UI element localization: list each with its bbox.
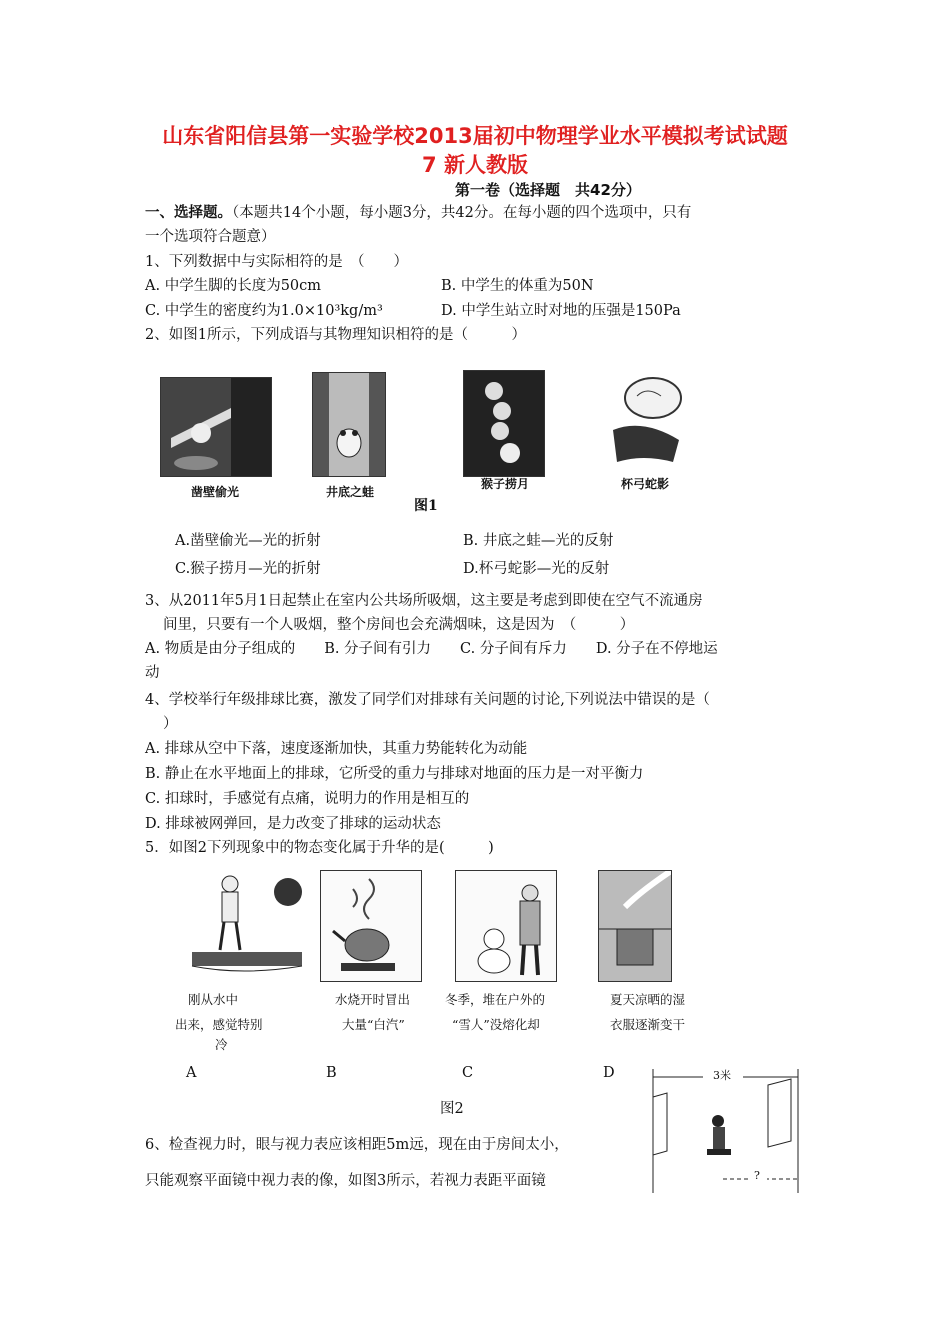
- q1-option-c: C. 中学生的密度约为1.0×10³kg/m³: [145, 303, 383, 319]
- fig1-label: 图1: [414, 498, 438, 514]
- fig2-caption-b-line2: 大量“白汽”: [342, 1017, 405, 1032]
- q3-options: A. 物质是由分子组成的 B. 分子间有引力 C. 分子间有斥力 D. 分子在不停地运: [145, 641, 718, 657]
- q3-options-wrap: 动: [145, 665, 160, 681]
- page-title: 山东省阳信县第一实验学校2013届初中物理学业水平模拟考试试题: [162, 124, 788, 148]
- fig3-top-label: 3米: [713, 1069, 731, 1082]
- fig2-caption-a-line2: 出来，感觉特别: [175, 1017, 263, 1032]
- q1-stem: 1、下列数据中与实际相符的是 （ ）: [145, 254, 408, 270]
- fig2-letter-a: A: [186, 1065, 197, 1081]
- q6-stem-line2: 只能观察平面镜中视力表的像，如图3所示，若视力表距平面镜: [145, 1173, 546, 1189]
- fig3-bottom-label: ?: [754, 1169, 760, 1182]
- fig2-label: 图2: [440, 1101, 464, 1117]
- figure-well-frog-image: [312, 372, 386, 477]
- q2-option-a: A.凿壁偷光—光的折射: [175, 533, 321, 549]
- figure-swimmer-image: [188, 870, 313, 980]
- fig1-caption-a: 凿壁偷光: [190, 485, 239, 499]
- q4-stem-line2: ）: [163, 716, 178, 732]
- fig1-caption-c: 猴子捞月: [480, 477, 529, 491]
- fig2-letter-d: D: [603, 1065, 615, 1081]
- figure-monkey-moon-image: [463, 370, 545, 477]
- q3-stem-line2: 间里，只要有一个人吸烟，整个房间也会充满烟味，这是因为 （ ）: [163, 617, 635, 633]
- fig1-caption-d: 杯弓蛇影: [620, 477, 669, 491]
- fig2-caption-a-line1: 刚从水中: [188, 992, 239, 1007]
- q3-stem-line1: 3、从2011年5月1日起禁止在室内公共场所吸烟，这主要是考虑到即使在空气不流通房: [145, 593, 703, 609]
- fig2-caption-a-line3: 冷: [215, 1037, 228, 1052]
- q1-option-a: A. 中学生脚的长度为50cm: [145, 278, 322, 294]
- figure-eye-test-diagram: [643, 1063, 808, 1193]
- q2-stem: 2、如图1所示，下列成语与其物理知识相符的是（ ）: [145, 327, 526, 343]
- figure-kettle-image: [320, 870, 422, 982]
- figure-cup-bow-image: [605, 372, 687, 475]
- q2-option-b: B. 井底之蛙—光的反射: [463, 533, 614, 549]
- fig2-caption-d-line2: 衣服逐渐变干: [610, 1017, 686, 1032]
- q2-option-c: C.猴子捞月—光的折射: [175, 561, 321, 577]
- part-desc: （本题共14个小题，每小题3分，共42分。在每小题的四个选项中，只有: [232, 205, 692, 221]
- figure-drying-clothes-image: [598, 870, 672, 982]
- figure-wall-light-image: [160, 377, 272, 477]
- q1-option-b: B. 中学生的体重为50N: [441, 278, 594, 294]
- part-desc-line2: 一个选项符合题意）: [145, 229, 276, 245]
- q1-option-d: D. 中学生站立时对地的压强是150Pa: [441, 303, 681, 319]
- part-label: 一、选择题。: [145, 205, 232, 221]
- page-title-line2: 7 新人教版: [422, 153, 528, 177]
- section-heading: 第一卷（选择题 共42分）: [455, 181, 641, 199]
- fig2-caption-c-line1: 冬季，堆在户外的: [445, 992, 546, 1007]
- part-intro: [145, 203, 691, 223]
- fig2-caption-b-line1: 水烧开时冒出: [335, 992, 411, 1007]
- q4-option-c: C. 扣球时，手感觉有点痛，说明力的作用是相互的: [145, 791, 470, 807]
- q4-option-b: B. 静止在水平地面上的排球，它所受的重力与排球对地面的压力是一对平衡力: [145, 766, 644, 782]
- fig2-caption-d-line1: 夏天凉晒的湿: [610, 992, 686, 1007]
- q4-option-d: D. 排球被网弹回，是力改变了排球的运动状态: [145, 816, 441, 832]
- fig2-letter-b: B: [326, 1065, 337, 1081]
- fig2-caption-c-line2: “雪人”没熔化却: [452, 1017, 540, 1032]
- q4-option-a: A. 排球从空中下落，速度逐渐加快，其重力势能转化为动能: [145, 741, 528, 757]
- q4-stem-line1: 4、学校举行年级排球比赛，激发了同学们对排球有关问题的讨论,下列说法中错误的是（: [145, 692, 710, 708]
- fig1-caption-b: 井底之蛙: [325, 485, 374, 499]
- q6-stem-line1: 6、检查视力时，眼与视力表应该相距5m远，现在由于房间太小，: [145, 1137, 569, 1153]
- q2-option-d: D.杯弓蛇影—光的反射: [463, 561, 610, 577]
- fig2-letter-c: C: [462, 1065, 474, 1081]
- figure-snowman-image: [455, 870, 557, 982]
- q5-stem: 5．如图2下列现象中的物态变化属于升华的是( ): [145, 840, 494, 856]
